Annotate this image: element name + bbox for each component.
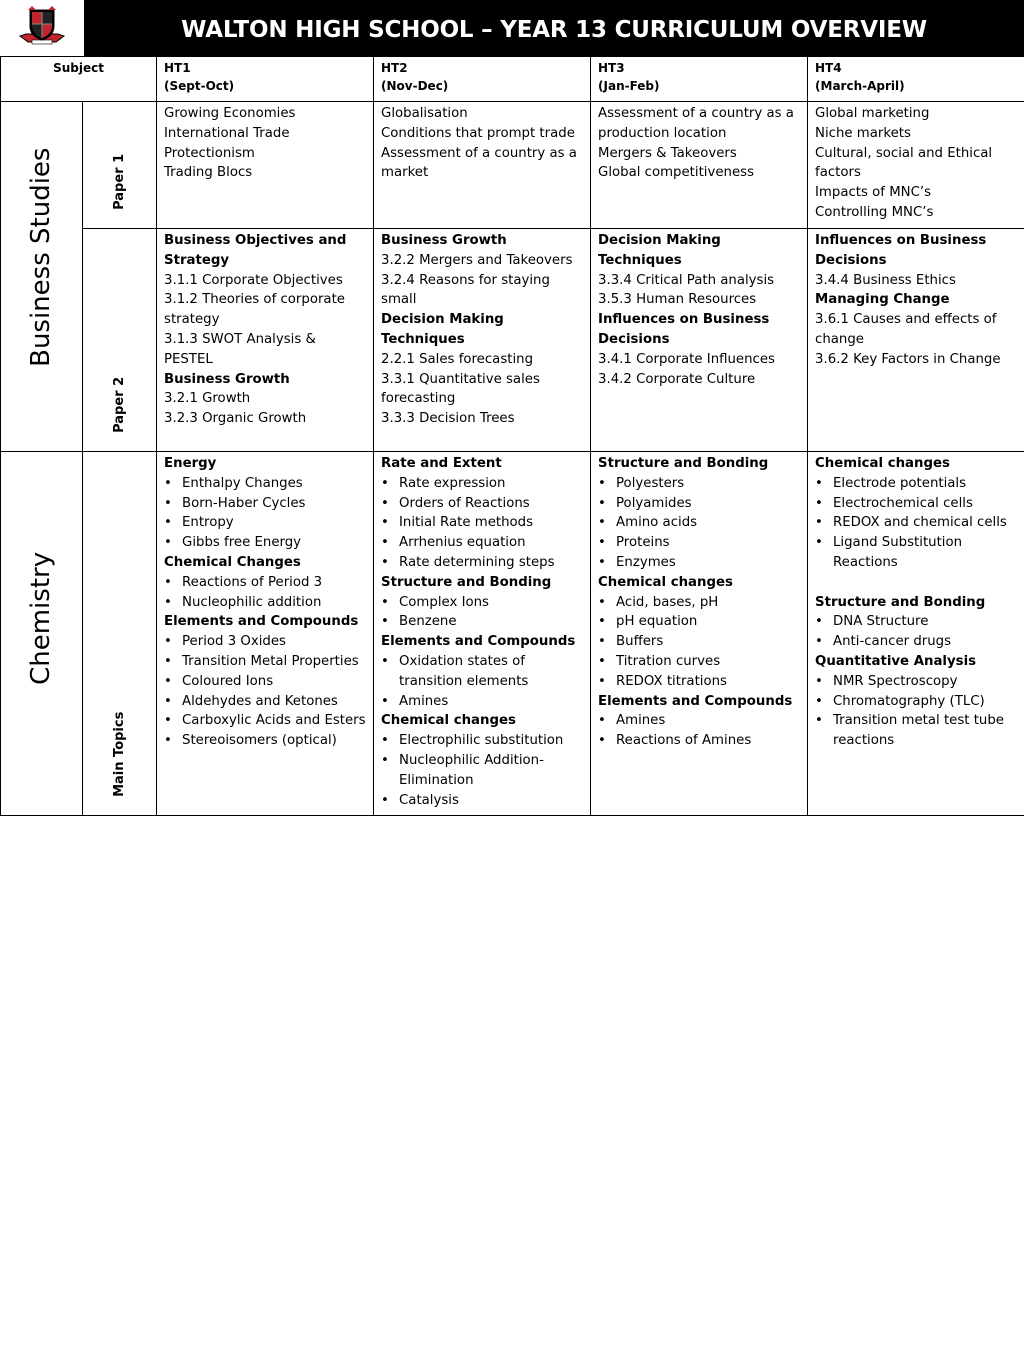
page-title: WALTON HIGH SCHOOL – YEAR 13 CURRICULUM OVERVIEW [181,17,927,43]
bullet-list [598,474,800,573]
label-paper-2: Paper 2 [83,229,157,452]
business-p2-ht2: Business Growth 3.2.2 Mergers and Takeovers 3.2.4 Reasons for staying small Decision Making Techniques 2.2.1 Sales forecasting 3.3.1 Quantitative sales forecasting 3.3.3 Decision Trees [374,229,591,452]
list-item: • Reactions of Amines [598,731,800,751]
chemistry-ht1: Energy • Enthalpy Changes • Born-Haber Cycles • Entropy • Gibbs free Energy Chemical Changes • Reactions of Period 3 • Nucleophilic addition Elements and Compounds • Period 3 Oxides • Transition Metal Properties • Coloured Ions • Aldehydes and Ketones • Carboxylic Acids and Esters • Stereoisomers (optical) [157,452,374,816]
bullet-list [815,474,1017,573]
bullet-list [164,632,366,751]
header-row [1,57,1024,102]
list-item: • Reactions of Period 3 [164,573,366,593]
bullet-list [381,593,583,633]
chemistry-ht2: Rate and Extent • Rate expression • Orders of Reactions • Initial Rate methods • Arrhenius equation • Rate determining steps Structure and Bonding • Complex Ions • Benzene Elements and Compounds • Oxidation states of transition elements • Amines Chemical changes • Electrophilic substitution • Nucleophilic Addition-Elimination • Catalysis [374,452,591,816]
list-item: • Titration curves [598,652,800,672]
subject-business-studies: Business Studies [1,102,83,452]
column-header-ht4: HT4 (March-April) [808,57,1024,102]
list-item: • Stereoisomers (optical) [164,731,366,751]
list-item: • Acid, bases, pH [598,593,800,613]
chemistry-ht3: Structure and Bonding • Polyesters • Polyamides • Amino acids • Proteins • Enzymes Chemical changes • Acid, bases, pH • pH equation • Buffers • Titration curves • REDOX titrations Elements and Compounds • Amines • Reactions of Amines [591,452,808,816]
list-item: • REDOX and chemical cells [815,513,1017,533]
list-item: • Electrode potentials [815,474,1017,494]
list-item: • Nucleophilic Addition-Elimination [381,751,583,791]
list-item: • Ligand Substitution Reactions [815,533,1017,573]
list-item: • pH equation [598,612,800,632]
list-item: • Polyesters [598,474,800,494]
column-header-ht2: HT2 (Nov-Dec) [374,57,591,102]
list-item: • Proteins [598,533,800,553]
bullet-list [598,593,800,692]
list-item: • Gibbs free Energy [164,533,366,553]
column-header-subject: Subject [1,57,157,102]
business-p1-ht3: Assessment of a country as a production location Mergers & Takeovers Global competitiveness [591,102,808,229]
logo [0,0,84,56]
list-item: • Enthalpy Changes [164,474,366,494]
list-item: • Carboxylic Acids and Esters [164,711,366,731]
business-p2-ht3: Decision Making Techniques 3.3.4 Critical Path analysis 3.5.3 Human Resources Influences on Business Decisions 3.4.1 Corporate Influences 3.4.2 Corporate Culture [591,229,808,452]
column-header-ht1: HT1 (Sept-Oct) [157,57,374,102]
list-item: • Transition metal test tube reactions [815,711,1017,751]
list-item: • NMR Spectroscopy [815,672,1017,692]
business-paper2-row [1,229,1024,452]
school-crest-icon [18,6,66,50]
list-item: • Anti-cancer drugs [815,632,1017,652]
list-item: • REDOX titrations [598,672,800,692]
bullet-list [381,474,583,573]
business-paper1-row [1,102,1024,229]
list-item: • Electrophilic substitution [381,731,583,751]
list-item: • Buffers [598,632,800,652]
list-item: • Aldehydes and Ketones [164,692,366,712]
list-item: • Amines [598,711,800,731]
list-item: • Period 3 Oxides [164,632,366,652]
label-paper-1: Paper 1 [83,102,157,229]
bullet-list [598,711,800,751]
chemistry-ht4: Chemical changes • Electrode potentials • Electrochemical cells • REDOX and chemical cells • Ligand Substitution Reactions Structure and Bonding • DNA Structure • Anti-cancer drugs Quantitative Analysis • NMR Spectroscopy • Chromatography (TLC) • Transition metal test tube reactions [808,452,1024,816]
bullet-list [381,731,583,810]
bullet-list [381,652,583,711]
chemistry-row [1,452,1024,816]
list-item: • Coloured Ions [164,672,366,692]
list-item: • Transition Metal Properties [164,652,366,672]
business-p1-ht4: Global marketing Niche markets Cultural, social and Ethical factors Impacts of MNC’s Controlling MNC’s [808,102,1024,229]
list-item: • Catalysis [381,791,583,811]
list-item: • Complex Ions [381,593,583,613]
list-item: • Rate determining steps [381,553,583,573]
label-main-topics: Main Topics [83,452,157,816]
list-item: • Rate expression [381,474,583,494]
list-item: • Amines [381,692,583,712]
subject-chemistry: Chemistry [1,452,83,816]
bullet-list [815,612,1017,652]
list-item: • DNA Structure [815,612,1017,632]
list-item: • Nucleophilic addition [164,593,366,613]
list-item: • Entropy [164,513,366,533]
list-item: • Polyamides [598,494,800,514]
list-item: • Electrochemical cells [815,494,1017,514]
bullet-list [164,573,366,613]
business-p1-ht2: Globalisation Conditions that prompt trade Assessment of a country as a market [374,102,591,229]
list-item: • Born-Haber Cycles [164,494,366,514]
list-item: • Initial Rate methods [381,513,583,533]
list-item: • Orders of Reactions [381,494,583,514]
column-header-ht3: HT3 (Jan-Feb) [591,57,808,102]
bullet-list [164,474,366,553]
list-item: • Amino acids [598,513,800,533]
list-item: • Enzymes [598,553,800,573]
list-item: • Chromatography (TLC) [815,692,1017,712]
list-item: • Arrhenius equation [381,533,583,553]
list-item: • Benzene [381,612,583,632]
list-item: • Oxidation states of transition elements [381,652,583,692]
curriculum-table [0,56,1024,816]
business-p1-ht1: Growing Economies International Trade Protectionism Trading Blocs [157,102,374,229]
business-p2-ht4: Influences on Business Decisions 3.4.4 Business Ethics Managing Change 3.6.1 Causes and effects of change 3.6.2 Key Factors in Change [808,229,1024,452]
bullet-list [815,672,1017,751]
business-p2-ht1: Business Objectives and Strategy 3.1.1 Corporate Objectives 3.1.2 Theories of corporate strategy 3.1.3 SWOT Analysis & PESTEL Business Growth 3.2.1 Growth 3.2.3 Organic Growth [157,229,374,452]
page-header [0,0,1024,56]
